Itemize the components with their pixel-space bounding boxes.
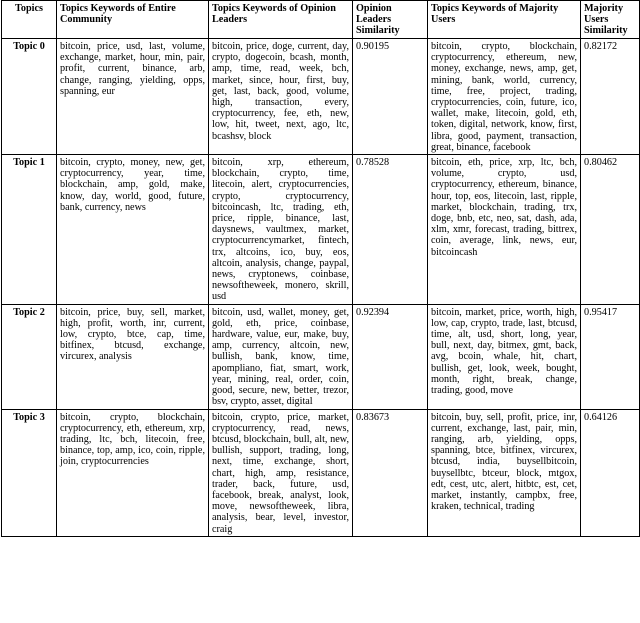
header-leaders-keywords: Topics Keywords of Opinion Leaders — [209, 1, 353, 39]
topic-label: Topic 3 — [2, 409, 57, 536]
majority-keywords: bitcoin, eth, price, xrp, ltc, bch, volume, crypto, usd, cryptocurrency, ethereum, binance, hour, top, eos, litecoin, last, ripple, market, blockchain, trading, trx, doge, bnb, etc, neo, sat, dash, ada, xlm, xmr, forecast, trading, bittrex, coin, average, link, news, eur, bitcoincash — [428, 155, 581, 305]
leaders-keywords: bitcoin, crypto, price, market, cryptocurrency, read, news, btcusd, blockchain, bull, alt, new, bullish, support, trading, long, next, time, exchange, short, chart, high, amp, resistance, trader, back, future, usd, facebook, break, analyst, look, move, newsoftheweek, libra, analysis, bear, level, investor, craig — [209, 409, 353, 536]
table-row — [2, 304, 640, 409]
majority-keywords: bitcoin, buy, sell, profit, price, inr, current, exchange, last, pair, min, ranging, arb, yielding, opps, spanning, btce, bitfinex, vircurex, btcusd, india, buysellbitcoin, buysellbtc, btceur, block, mtgox, edt, cest, utc, alert, hitbtc, est, cet, market, instantly, campbx, free, kraken, technical, trading — [428, 409, 581, 536]
majority-keywords: bitcoin, crypto, blockchain, cryptocurrency, ethereum, new, money, exchange, news, amp, get, mining, bank, world, currency, time, free, project, trading, cryptocurrencies, coin, future, ico, wallet, make, litecoin, gold, eth, token, digital, network, know, first, libra, good, payment, transaction, great, binance, facebook — [428, 39, 581, 155]
community-keywords: bitcoin, crypto, blockchain, cryptocurrency, eth, ethereum, xrp, trading, ltc, bch, litecoin, free, binance, top, amp, ico, coin, ripple, join, cryptocurrencies — [57, 409, 209, 536]
community-keywords: bitcoin, price, usd, last, volume, exchange, market, hour, min, pair, profit, current, binance, arb, change, ranging, yielding, opps, spanning, eur — [57, 39, 209, 155]
majority-similarity: 0.80462 — [581, 155, 640, 305]
community-keywords: bitcoin, price, buy, sell, market, high, profit, worth, inr, current, low, crypto, btce, cap, time, bitfinex, btcusd, exchange, vircurex, analysis — [57, 304, 209, 409]
leaders-keywords: bitcoin, xrp, ethereum, blockchain, crypto, time, litecoin, alert, cryptocurrencies, crypto, cryptocurrency, bitcoincash, ltc, trading, eth, price, ripple, binance, last, daysnews, vaultmex, market, cryptocurrencymarket, fintech, trx, altcoins, ico, buy, eos, altcoin, analysis, change, paypal, news, cryptonews, coinbase, newsoftheweek, monero, skrill, usd — [209, 155, 353, 305]
table-row — [2, 155, 640, 305]
majority-similarity: 0.82172 — [581, 39, 640, 155]
header-row — [2, 1, 640, 39]
table-row — [2, 409, 640, 536]
header-majority-similarity: Majority Users Similarity — [581, 1, 640, 39]
topic-keywords-table — [1, 0, 640, 537]
header-community-keywords: Topics Keywords of Entire Community — [57, 1, 209, 39]
majority-similarity: 0.64126 — [581, 409, 640, 536]
header-leaders-similarity: Opinion Leaders Similarity — [353, 1, 428, 39]
topic-label: Topic 0 — [2, 39, 57, 155]
leaders-similarity: 0.90195 — [353, 39, 428, 155]
community-keywords: bitcoin, crypto, money, new, get, cryptocurrency, year, time, blockchain, amp, gold, make, know, day, world, good, future, bank, currency, news — [57, 155, 209, 305]
header-majority-keywords: Topics Keywords of Majority Users — [428, 1, 581, 39]
majority-similarity: 0.95417 — [581, 304, 640, 409]
topic-label: Topic 2 — [2, 304, 57, 409]
leaders-keywords: bitcoin, price, doge, current, day, crypto, dogecoin, bcash, month, amp, time, read, week, bch, market, since, hour, first, buy, get, last, back, good, volume, high, transaction, every, cryptocurrency, fee, eth, new, low, hit, tweet, next, ago, ltc, bcashsv, block — [209, 39, 353, 155]
majority-keywords: bitcoin, market, price, worth, high, low, cap, crypto, trade, last, btcusd, time, alt, usd, short, long, year, bull, next, day, bitmex, gmt, back, avg, bcoin, whale, hit, chart, bullish, get, look, week, bought, month, right, break, change, trading, good, move — [428, 304, 581, 409]
leaders-keywords: bitcoin, usd, wallet, money, get, gold, eth, price, coinbase, hardware, value, eur, make, buy, amp, currency, altcoin, new, bullish, bank, know, time, apompliano, fiat, smart, work, year, mining, real, order, coin, good, secure, new, better, trezor, bsv, crypto, asset, digital — [209, 304, 353, 409]
table-row — [2, 39, 640, 155]
leaders-similarity: 0.83673 — [353, 409, 428, 536]
leaders-similarity: 0.78528 — [353, 155, 428, 305]
topic-label: Topic 1 — [2, 155, 57, 305]
header-topics: Topics — [2, 1, 57, 39]
leaders-similarity: 0.92394 — [353, 304, 428, 409]
